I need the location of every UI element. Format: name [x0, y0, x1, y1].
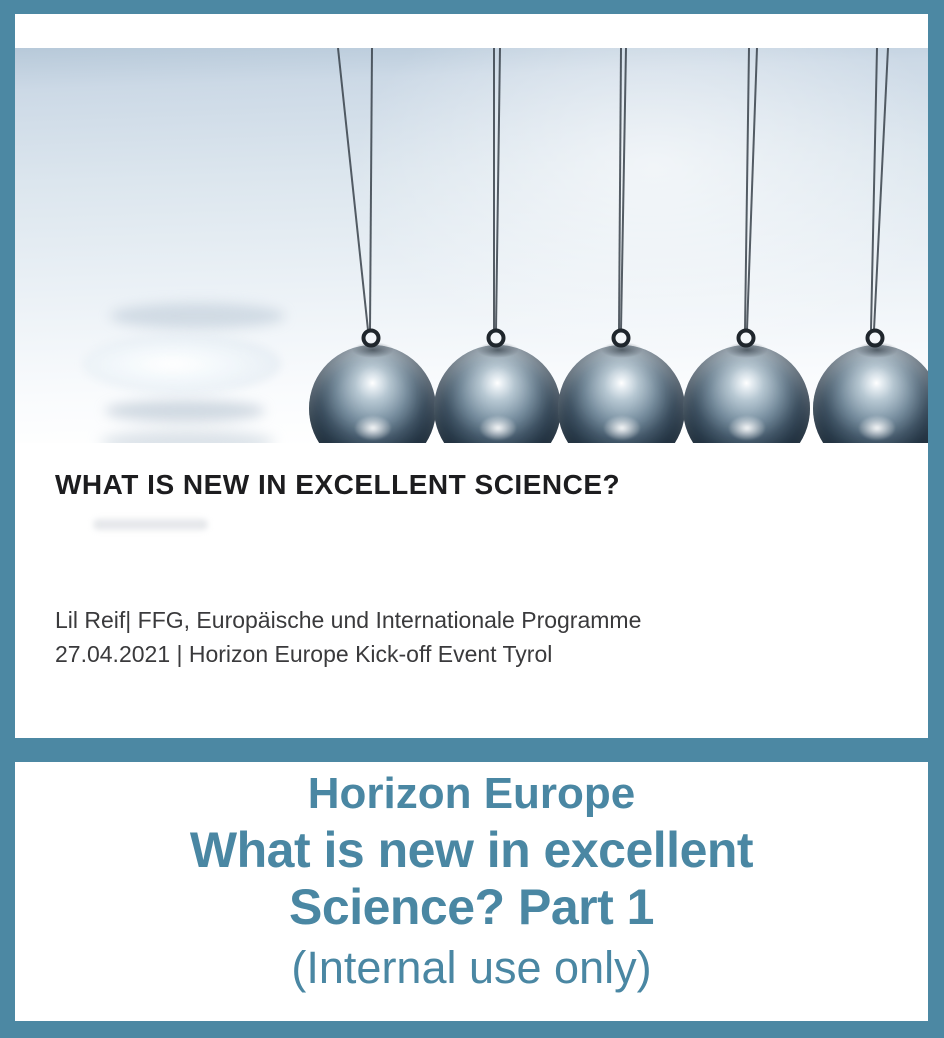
presenter-line-1: Lil Reif| FFG, Europäische und Internationale Programme [55, 607, 642, 633]
caption-subtitle: (Internal use only) [291, 942, 652, 993]
caption-title [15, 822, 928, 936]
motion-blur-ball [83, 334, 281, 394]
slide-title: WHAT IS NEW IN EXCELLENT SCIENCE? [55, 469, 621, 500]
presenter-info [55, 603, 641, 671]
motion-blur-ball-arc [105, 400, 265, 422]
newtons-cradle-image [15, 48, 928, 443]
caption-panel [15, 762, 928, 1021]
caption-title-line-2: Science? Part 1 [289, 879, 654, 935]
motion-blur-ball-arc [110, 303, 285, 329]
presenter-line-2: 27.04.2021 | Horizon Europe Kick-off Event Tyrol [55, 641, 553, 667]
caption-kicker: Horizon Europe [307, 769, 636, 818]
caption-title-line-1: What is new in excellent [189, 822, 754, 878]
slide-preview [15, 14, 928, 738]
ghost-text-artifact [93, 519, 208, 530]
